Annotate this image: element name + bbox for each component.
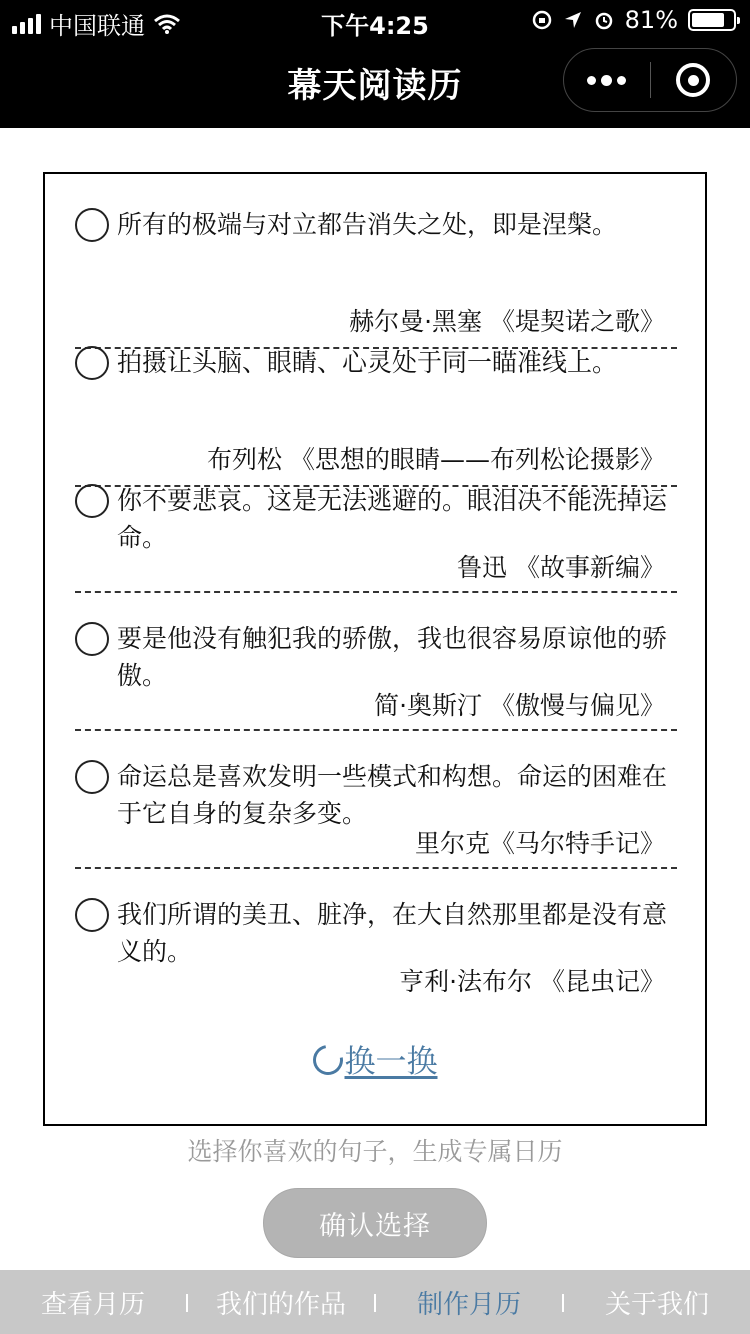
- mini-program-capsule: [563, 48, 737, 112]
- quote-source: 简·奥斯汀 《傲慢与偏见》: [374, 691, 665, 720]
- tab-about-us[interactable]: 关于我们: [604, 1289, 709, 1320]
- alarm-icon: [593, 9, 615, 31]
- refresh-icon: [307, 1039, 349, 1081]
- radio-button[interactable]: [75, 346, 109, 380]
- more-dots-icon[interactable]: [564, 49, 650, 111]
- radio-button[interactable]: [75, 208, 109, 242]
- quote-source: 赫尔曼·黑塞 《堤契诺之歌》: [349, 307, 665, 336]
- divider: [75, 729, 677, 731]
- radio-button[interactable]: [75, 484, 109, 518]
- divider: [75, 591, 677, 593]
- quote-source: 里尔克《马尔特手记》: [414, 829, 665, 858]
- quote-source: 鲁迅 《故事新编》: [457, 553, 665, 582]
- tab-our-works[interactable]: 我们的作品: [215, 1289, 346, 1320]
- quote-text: 命运总是喜欢发明一些模式和构想。命运的困难在于它自身的复杂多变。: [117, 762, 668, 828]
- quote-text: 我们所谓的美丑、脏净，在大自然那里都是没有意义的。: [117, 900, 668, 966]
- refresh-button[interactable]: [45, 1036, 705, 1081]
- tab-separator: [374, 1294, 376, 1312]
- quote-text: 所有的极端与对立都告消失之处，即是涅槃。: [117, 210, 618, 239]
- refresh-label: 换一换: [344, 1044, 438, 1080]
- status-time: 下午4:25: [321, 12, 429, 40]
- carrier-label: 中国联通: [49, 12, 145, 40]
- page-title: 幕天阅读历: [287, 66, 463, 106]
- status-bar: [0, 0, 750, 40]
- quote-text: 你不要悲哀。这是无法逃避的。眼泪决不能洗掉运命。: [117, 486, 668, 552]
- divider: [75, 867, 677, 869]
- rotation-lock-icon: [531, 9, 553, 31]
- location-icon: [563, 10, 583, 30]
- tab-separator: [562, 1294, 564, 1312]
- quote-source: 布列松 《思想的眼睛——布列松论摄影》: [207, 445, 665, 474]
- top-bar: [0, 0, 750, 128]
- tab-make-calendar[interactable]: 制作月历: [416, 1289, 521, 1320]
- quote-card: [43, 172, 707, 1126]
- radio-button[interactable]: [75, 898, 109, 932]
- battery-icon: [688, 9, 736, 31]
- tab-separator: [186, 1294, 188, 1312]
- battery-percent: 81%: [624, 6, 678, 34]
- quote-text: 拍摄让头脑、眼睛、心灵处于同一瞄准线上。: [117, 348, 618, 377]
- hint-text: 选择你喜欢的句子，生成专属日历: [187, 1137, 563, 1166]
- quote-source: 亨利·法布尔 《昆虫记》: [399, 967, 665, 996]
- confirm-button[interactable]: 确认选择: [263, 1188, 487, 1258]
- quote-text: 要是他没有触犯我的骄傲，我也很容易原谅他的骄傲。: [117, 624, 668, 690]
- radio-button[interactable]: [75, 622, 109, 656]
- battery-fill: [692, 13, 724, 27]
- tab-view-calendar[interactable]: 查看月历: [40, 1289, 145, 1320]
- status-right: [531, 6, 736, 34]
- target-close-icon[interactable]: [651, 49, 737, 111]
- radio-button[interactable]: [75, 760, 109, 794]
- tab-bar: [0, 1270, 750, 1334]
